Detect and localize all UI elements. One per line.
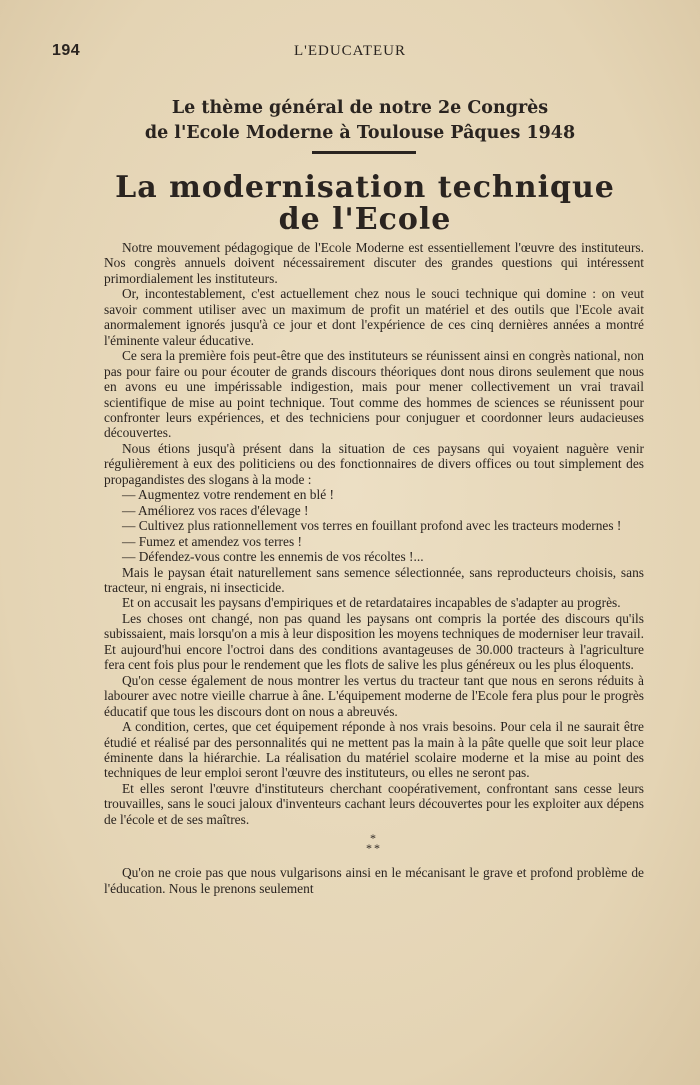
slogan-item: — Augmentez votre rendement en blé !: [122, 487, 334, 503]
paragraph: Nous étions jusqu'à présent dans la situation de ces paysans qui voyaient naguère venir régulièrement à eux des politiciens ou des fonctionnaires de divers offices ou tout simplement des propagandistes des slogans à la mode :: [104, 440, 644, 487]
page-number: 194: [52, 42, 81, 59]
paragraph: Les choses ont changé, non pas quand les paysans ont compris la portée des discours qu'ils subissaient, mais lorsqu'on a mis à leur disposition les moyens techniques de moderniser leur travail. Et aujourd'hui encore l'octroi dans des conditions avantageuses de 30.000 tracteurs à l'agriculture fera cent fois plus pour le rendement que les flots de salive les plus généreux ou les plus éloquents.: [104, 610, 644, 673]
article-body: [104, 240, 644, 896]
paragraph: Et on accusait les paysans d'empiriques et de retardataires incapables de s'adapter au progrès.: [122, 595, 621, 611]
article-title: [60, 172, 670, 236]
journal-title: L'EDUCATEUR: [293, 43, 407, 59]
slogan-item: — Cultivez plus rationnellement vos terres en fouillant profond avec les tracteurs modernes !: [122, 518, 622, 534]
article-title-line-1: La modernisation technique: [115, 170, 615, 205]
slogan-item: — Fumez et amendez vos terres !: [122, 533, 302, 549]
congress-heading: [80, 96, 640, 146]
paragraph: Or, incontestablement, c'est actuellement chez nous le souci technique qui domine : on veut savoir comment utiliser avec un maximum de profit un matériel et des outils que l'Ecole avait anormalement ignorés jusqu'à ce jour et dont l'expérience de ces cinq dernières années a montré l'éminente valeur éducative.: [104, 286, 644, 348]
paragraph: Qu'on ne croie pas que nous vulgarisons ainsi en le mécanisant le grave et profond problème de l'éducation. Nous le prenons seulement: [104, 865, 644, 896]
slogan-item: — Améliorez vos races d'élevage !: [122, 502, 309, 518]
slogan-list: [104, 487, 644, 564]
slogan-item: — Défendez-vous contre les ennemis de vos récoltes !...: [122, 549, 424, 565]
paragraph: Notre mouvement pédagogique de l'Ecole Moderne est essentiellement l'œuvre des instituteurs. Nos congrès annuels doivent nécessairement discuter des grandes questions qui intéressent primordialement les instituteurs.: [104, 240, 644, 286]
asterism-top: *: [370, 831, 378, 846]
congress-heading-line-2: de l'Ecole Moderne à Toulouse Pâques 1948: [144, 123, 576, 143]
asterism-bottom: **: [366, 841, 382, 856]
paragraph: A condition, certes, que cet équipement réponde à nos vrais besoins. Pour cela il ne saurait être étudié et réalisé par des personnalités qui ne mettent pas la main à la pâte quelle que soit leur place éminente dans la hiérarchie. La réalisation du matériel scolaire moderne et la mise au point des techniques de leur emploi seront l'œuvre des instituteurs, ou elles ne seront pas.: [104, 719, 644, 781]
article-title-line-2: de l'Ecole: [278, 202, 452, 237]
paragraph: Mais le paysan était naturellement sans semence sélectionnée, sans reproducteurs choisis, sans tracteur, ni engrais, ni insecticide.: [104, 564, 644, 595]
paragraph: Ce sera la première fois peut-être que des instituteurs se réunissent ainsi en congrès national, non pas pour faire ou pour écouter de grands discours théoriques dont nous dirons seulement que nous en avons eu une impérissable indigestion, mais pour mener collectivement un vrai travail scientifique de mise au point technique. Tout comme des hommes de sciences se réunissent pour confronter leurs expériences, et des techniciens pour conjuguer et coordonner leurs audacieuses découvertes.: [104, 348, 644, 441]
paragraph: Et elles seront l'œuvre d'instituteurs cherchant coopérativement, confrontant sans cesse leurs trouvailles, sans le souci jaloux d'inventeurs cachant leurs découvertes pour les exploiter aux dépens de l'école et de ses maîtres.: [104, 780, 644, 827]
title-rule: [312, 151, 416, 154]
congress-heading-line-1: Le thème général de notre 2e Congrès: [171, 98, 549, 118]
running-head: [0, 42, 700, 66]
section-separator: [104, 831, 644, 856]
paragraph: Qu'on cesse également de nous montrer les vertus du tracteur tant que nous en serons réduits à labourer avec notre vieille charrue à âne. L'équipement moderne de l'Ecole fera plus pour le progrès éducatif que tous les discours dont on nous a abreuvés.: [104, 672, 644, 719]
